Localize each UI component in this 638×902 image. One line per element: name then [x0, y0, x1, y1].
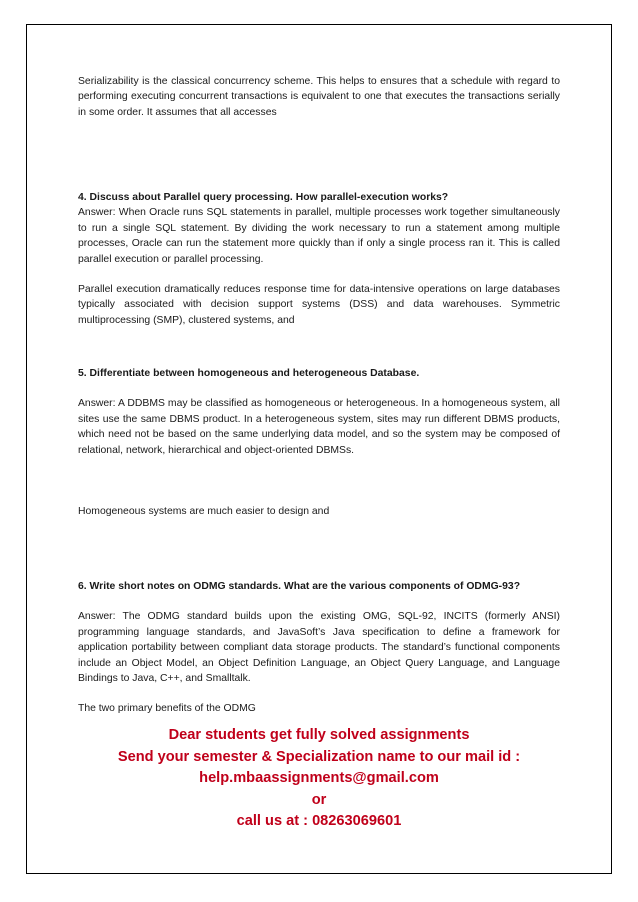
question-6-section: [78, 579, 560, 717]
question-6-paragraph-2: The two primary benefits of the ODMG: [78, 703, 256, 715]
question-6-heading: 6. Write short notes on ODMG standards. What are the various components of ODMG-93?: [78, 581, 521, 592]
contact-or: or: [311, 791, 327, 808]
question-5-paragraph-2: Homogeneous systems are much easier to design and: [78, 506, 330, 518]
question-4-section: [78, 190, 560, 328]
question-5-section: [78, 366, 560, 519]
contact-banner: [26, 725, 612, 833]
contact-phone[interactable]: call us at : 08263069601: [236, 813, 402, 829]
question-4-paragraph-2: Parallel execution dramatically reduces response time for data-intensive operations on large databases typically associated with decision support systems (DSS) and data warehouses. Symmetric multiprocessing (SMP), clustered systems, and: [78, 284, 560, 326]
intro-paragraph: Serializability is the classical concurrency scheme. This helps to ensures that a schedule with regard to performing executing concurrent transactions is equivalent to one that executes the transactions serially in some order. It assumes that all accesses: [78, 76, 560, 118]
question-5-answer: Answer: A DDBMS may be classified as homogeneous or heterogeneous. In a homogeneous system, all sites use the same DBMS product. In a heterogeneous system, sites may run different DBMS products, which need not be based on the same underlying data model, and so the system may be composed of relational, network, hierarchical and object-oriented DBMSs.: [78, 398, 560, 456]
question-4-heading: 4. Discuss about Parallel query processing. How parallel-execution works?: [78, 192, 449, 203]
intro-section: [78, 74, 560, 120]
contact-email[interactable]: help.mbaassignments@gmail.com: [199, 770, 439, 786]
contact-line-2: Send your semester & Specialization name to our mail id :: [117, 748, 521, 765]
question-6-answer: Answer: The ODMG standard builds upon the existing OMG, SQL-92, INCITS (formerly ANSI) programming language standards, and JavaSoft’s Java specification to define a framework for application portability between compliant data storage products. The standard’s functional components include an Object Model, an Object Definition Language, an Object Query Language, and Language Bindings to Java, C++, and Smalltalk.: [78, 611, 560, 685]
contact-line-1: Dear students get fully solved assignments: [168, 727, 470, 743]
question-4-answer: Answer: When Oracle runs SQL statements in parallel, multiple processes work together simultaneously to run a single SQL statement. By dividing the work necessary to run a statement among multiple processes, Oracle can run the statement more quickly than if only a single process ran it. This is called parallel execution or parallel processing.: [78, 207, 560, 265]
question-5-heading: 5. Differentiate between homogeneous and heterogeneous Database.: [78, 368, 420, 379]
